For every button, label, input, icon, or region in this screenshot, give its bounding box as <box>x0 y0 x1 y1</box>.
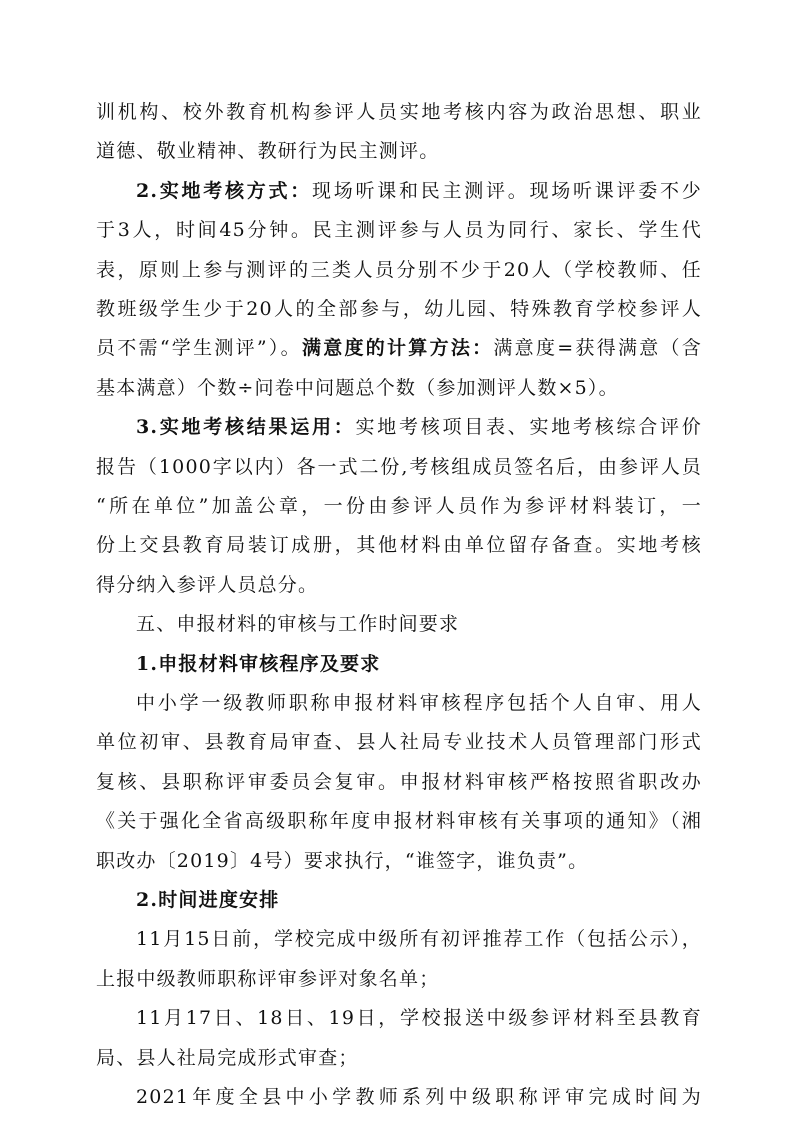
paragraph-line <box>96 328 702 368</box>
section-heading: 五、申报材料的审核与工作时间要求 <box>136 613 460 636</box>
paragraph-line: 报告（1000字以内）各一式二份,考核组成员签名后，由参评人员 <box>96 455 702 478</box>
paragraph-line: 上报中级教师职称评审参评对象名单； <box>96 967 440 990</box>
paragraph-line <box>136 171 702 211</box>
paragraph-line: 复核、县职称评审委员会复审。申报材料审核严格按照省职改办 <box>96 770 702 793</box>
paragraph-line: 表，原则上参与测评的三类人员分别不少于20人（学校教师、任 <box>96 258 702 281</box>
paragraph-text: 员不需“学生测评”）。 <box>96 337 302 360</box>
paragraph-line: 中小学一级教师职称申报材料审核程序包括个人自审、用人 <box>136 692 702 714</box>
paragraph-line: 训机构、校外教育机构参评人员实地考核内容为政治思想、职业 <box>96 101 702 123</box>
paragraph-text: 满意度=获得满意（含 <box>493 337 702 360</box>
paragraph-line: 基本满意）个数÷问卷中问题总个数（参加测评人数×5）。 <box>96 376 619 399</box>
paragraph-line: 道德、敬业精神、教研行为民主测评。 <box>96 140 440 163</box>
subsection-heading: 2.时间进度安排 <box>136 889 280 911</box>
paragraph-line: 份上交县教育局装订成册，其他材料由单位留存备查。实地考核 <box>96 534 702 557</box>
paragraph-text: 实地考核项目表、实地考核综合评价 <box>355 416 702 439</box>
paragraph-line: 于3人，时间45分钟。民主测评参与人员为同行、家长、学生代 <box>96 219 702 242</box>
paragraph-line: 《关于强化全省高级职称年度申报材料审核有关事项的通知》（湘 <box>96 810 702 833</box>
paragraph-line: 2021年度全县中小学教师系列中级职称评审完成时间为 <box>136 1086 702 1108</box>
bold-phrase: 满意度的计算方法： <box>301 337 494 360</box>
paragraph-line: “所在单位”加盖公章，一份由参评人员作为参评材料装订，一 <box>96 495 702 517</box>
section-heading-inline: 2.实地考核方式： <box>136 179 313 202</box>
section-heading-inline: 3.实地考核结果运用： <box>136 416 356 439</box>
paragraph-line: 职改办〔2019〕4号）要求执行，“谁签字，谁负责”。 <box>96 849 589 872</box>
subsection-heading: 1.申报材料审核程序及要求 <box>136 652 381 675</box>
paragraph-text: 现场听课和民主测评。现场听课评委不少 <box>312 179 702 202</box>
paragraph-line: 教班级学生少于20人的全部参与，幼儿园、特殊教育学校参评人 <box>96 298 702 320</box>
paragraph-line: 局、县人社局完成形式审查； <box>96 1046 359 1069</box>
paragraph-line: 单位初审、县教育局审查、县人社局专业技术人员管理部门形式 <box>96 731 702 754</box>
paragraph-line: 得分纳入参评人员总分。 <box>96 573 319 596</box>
paragraph-line: 11月15日前，学校完成中级所有初评推荐工作（包括公示）， <box>136 928 702 951</box>
paragraph-line <box>136 407 702 447</box>
paragraph-line: 11月17日、18日、19日，学校报送中级参评材料至县教育 <box>136 1007 702 1030</box>
